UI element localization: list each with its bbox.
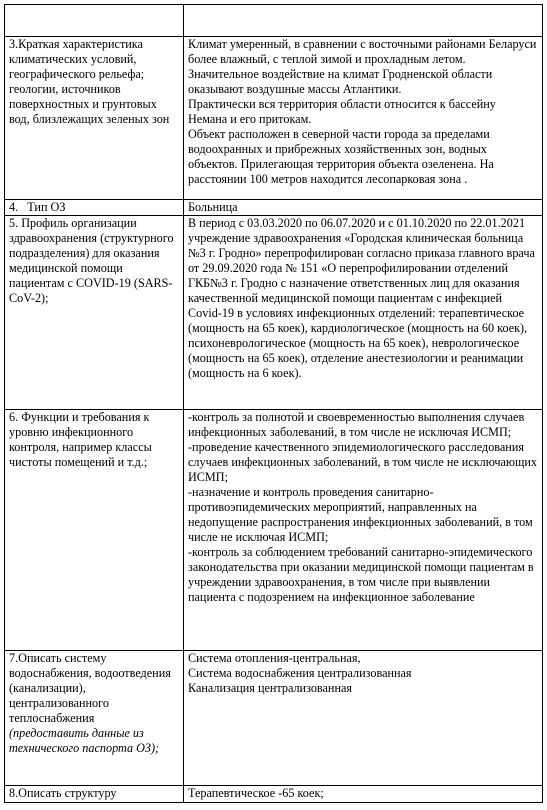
structure-label: 8.Описать структуру — [5, 786, 184, 803]
utilities-note: (предоставить данные из технического паспорта ОЗ); — [9, 726, 160, 755]
control-item: -контроль за полнотой и своевременностью выполнения случаев инфекционных заболеваний, в том числе не исключая ИСМП; — [188, 410, 525, 439]
utilities-label-cell — [5, 651, 184, 786]
climate-label: 3.Краткая характеристика климатических условий, географического рельефа; геологии, источников поверхностных и грунтовых вод, близлежащих зеленых зон — [5, 37, 184, 200]
sewage-item: Канализация централизованная — [188, 681, 352, 695]
infection-control-list — [184, 410, 543, 651]
climate-paragraph: Климат умеренный, в сравнении с восточными районами Беларуси более влажный, с теплой зимой и прохладным летом. Значительное воздействие на климат Гродненской области оказывают воздушные массы Атлантики. — [188, 37, 537, 96]
basin-paragraph: Практически вся территория области относится к бассейну Немана и его притокам. — [188, 97, 496, 126]
water-item: Система водоснабжения централизованная — [188, 666, 412, 680]
climate-description — [184, 37, 543, 200]
table-row-type — [5, 200, 543, 216]
table-row-structure — [5, 786, 543, 803]
empty-cell-left — [5, 5, 184, 37]
structure-value: Терапевтическое -65 коек; — [184, 786, 543, 803]
table-row-profile — [5, 216, 543, 410]
control-item: -проведение качественного эпидемиологического расследования случаев инфекционных заболеваний, в том числе не исключающих ИСМП; — [188, 440, 538, 484]
empty-cell-right — [184, 5, 543, 37]
type-value: Больница — [184, 200, 543, 216]
location-paragraph: Объект расположен в северной части города за пределами водоохранных и прибрежных хозяйственных зон, водных объектов. Прилегающая территория объекта озеленена. На расстоянии 100 метров находится лесопарковая зона . — [188, 127, 494, 186]
type-label: 4. Тип ОЗ — [5, 200, 184, 216]
table-row-infection-control — [5, 410, 543, 651]
control-item: -назначение и контроль проведения санитарно-противоэпидемических мероприятий, направленных на недопущение распространения инфекционных заболеваний, в том числе не исключая ИСМП; — [188, 485, 533, 544]
utilities-label: 7.Описать систему водоснабжения, водоотведения (канализации), централизованного теплоснабжения — [9, 651, 171, 725]
profile-description: В период с 03.03.2020 по 06.07.2020 и с 01.10.2020 по 22.01.2021 учреждение здравоохранения «Городская клиническая больница №3 г. Гродно» перепрофилирован согласно приказа главного врача от 29.09.2020 года № 151 «О перепрофилировании отделений ГКБ№3 г. Гродно с назначение ответственных лиц для оказания качественной медицинской помощи пациентам с инфекцией Covid-19 в условиях инфекционных отделений: терапевтическое (мощность на 65 коек), кардиологическое (мощность на 60 коек), психоневрологическое (мощность на 65 коек), неврологическое (мощность на 65 коек), отделение анестезиологии и реанимации (мощность на 6 коек). — [184, 216, 543, 410]
infection-control-label: 6. Функции и требования к уровню инфекционного контроля, например классы чистоты помещений и т.д.; — [5, 410, 184, 651]
table-row-utilities — [5, 651, 543, 786]
table-row-empty — [5, 5, 543, 37]
utilities-list — [184, 651, 543, 786]
table-row-climate — [5, 37, 543, 200]
profile-label: 5. Профиль организации здравоохранения (структурного подразделения) для оказания медицинской помощи пациентам с COVID-19 (SARS-CoV-2); — [5, 216, 184, 410]
control-item: -контроль за соблюдением требований санитарно-эпидемического законодательства при оказании медицинской помощи пациентам в учреждении здравоохранения, в том числе при выявлении пациента с подозрением на инфекционное заболевание — [188, 545, 534, 604]
document-table — [4, 4, 543, 803]
heating-item: Система отопления-центральная, — [188, 651, 361, 665]
